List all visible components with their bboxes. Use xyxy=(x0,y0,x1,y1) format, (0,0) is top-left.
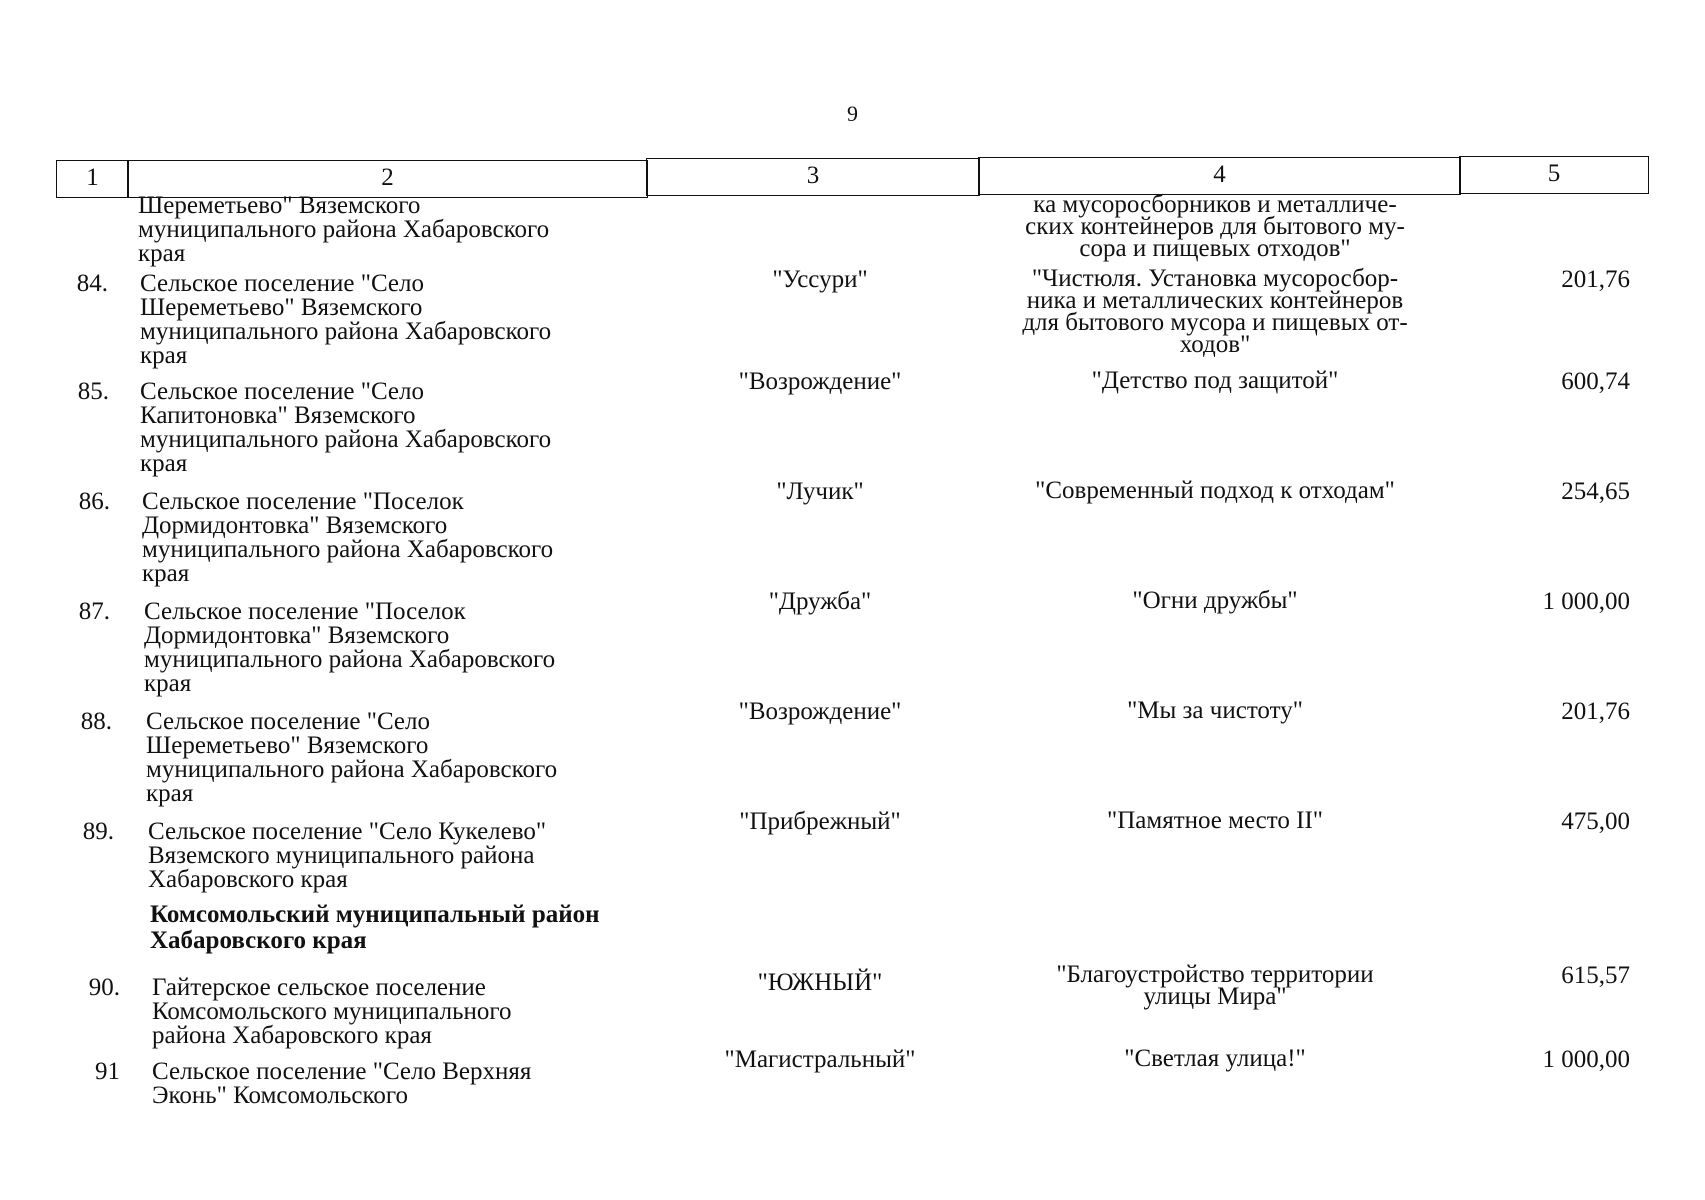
cell-num: 86. xyxy=(78,488,110,515)
cell-name: Шереметьево" Вяземского муниципального района Хабаровского края xyxy=(138,192,550,267)
cell-project: "Мы за чистоту" xyxy=(1127,697,1303,724)
cell-name: Сельское поселение "Поселок Дормидонтовка" Вяземского муниципального района Хабаровского края xyxy=(142,488,554,587)
header-cell-5: 5 xyxy=(1459,156,1649,194)
cell-project: "Детство под защитой" xyxy=(1091,367,1339,394)
cell-amount: 201,76 xyxy=(1561,698,1630,725)
cell-name: Сельское поселение "Поселок Дормидонтовка" Вяземского муниципального района Хабаровского края xyxy=(144,598,556,697)
cell-num: 89. xyxy=(82,818,114,845)
cell-name: Гайтерское сельское поселение Комсомольского муниципального района Хабаровского края xyxy=(152,974,512,1049)
cell-amount: 475,00 xyxy=(1561,808,1630,835)
header-cell-2: 2 xyxy=(127,160,648,198)
cell-name: Сельское поселение "Село Капитоновка" Вяземского муниципального района Хабаровского края xyxy=(140,378,552,477)
cell-amount: 600,74 xyxy=(1561,368,1630,395)
cell-org: "Лучик" xyxy=(776,478,864,505)
cell-num: 88. xyxy=(80,708,112,735)
cell-num: 87. xyxy=(78,598,110,625)
cell-org: "Возрождение" xyxy=(738,368,902,395)
header-cell-3: 3 xyxy=(646,158,980,196)
cell-org: "Дружба" xyxy=(768,588,872,615)
cell-org: "Возрождение" xyxy=(738,698,902,725)
cell-org: "Прибрежный" xyxy=(739,808,901,835)
cell-name: Сельское поселение "Село Кукелево" Вяземского муниципального района Хабаровского края xyxy=(148,818,547,893)
cell-org: "Уссури" xyxy=(772,266,868,293)
section-heading: Комсомольский муниципальный район Хабаровского края xyxy=(150,901,600,954)
cell-project: "Огни дружбы" xyxy=(1132,587,1298,614)
cell-project: ка мусоросборников и металличе- ских контейнеров для бытового му- сора и пищевых отходов" xyxy=(1025,191,1405,262)
cell-name: Сельское поселение "Село Верхняя Эконь" Комсомольского xyxy=(152,1058,532,1109)
cell-project: "Благоустройство территории улицы Мира" xyxy=(1056,961,1374,1010)
cell-amount: 201,76 xyxy=(1561,266,1630,293)
cell-org: "ЮЖНЫЙ" xyxy=(757,969,883,996)
cell-amount: 1 000,00 xyxy=(1542,1046,1630,1073)
page-number: 9 xyxy=(847,101,858,126)
header-cell-1: 1 xyxy=(56,160,129,198)
cell-num: 90. xyxy=(88,974,120,1001)
cell-org: "Магистральный" xyxy=(724,1046,916,1073)
cell-num: 91 xyxy=(95,1058,120,1085)
cell-project: "Памятное место II" xyxy=(1107,807,1323,834)
cell-amount: 615,57 xyxy=(1561,962,1630,989)
cell-amount: 254,65 xyxy=(1561,478,1630,505)
cell-name: Сельское поселение "Село Шереметьево" Вяземского муниципального района Хабаровского края xyxy=(146,708,558,807)
cell-amount: 1 000,00 xyxy=(1542,588,1630,615)
cell-num: 84. xyxy=(76,270,108,297)
cell-project: "Чистюля. Установка мусоросбор- ника и металлических контейнеров для бытового мусора и пищевых от- ходов" xyxy=(1022,265,1408,358)
cell-project: "Светлая улица!" xyxy=(1124,1045,1306,1072)
cell-num: 85. xyxy=(77,378,109,405)
cell-project: "Современный подход к отходам" xyxy=(1035,477,1395,504)
header-cell-4: 4 xyxy=(978,157,1461,195)
cell-name: Сельское поселение "Село Шереметьево" Вяземского муниципального района Хабаровского края xyxy=(140,270,552,369)
